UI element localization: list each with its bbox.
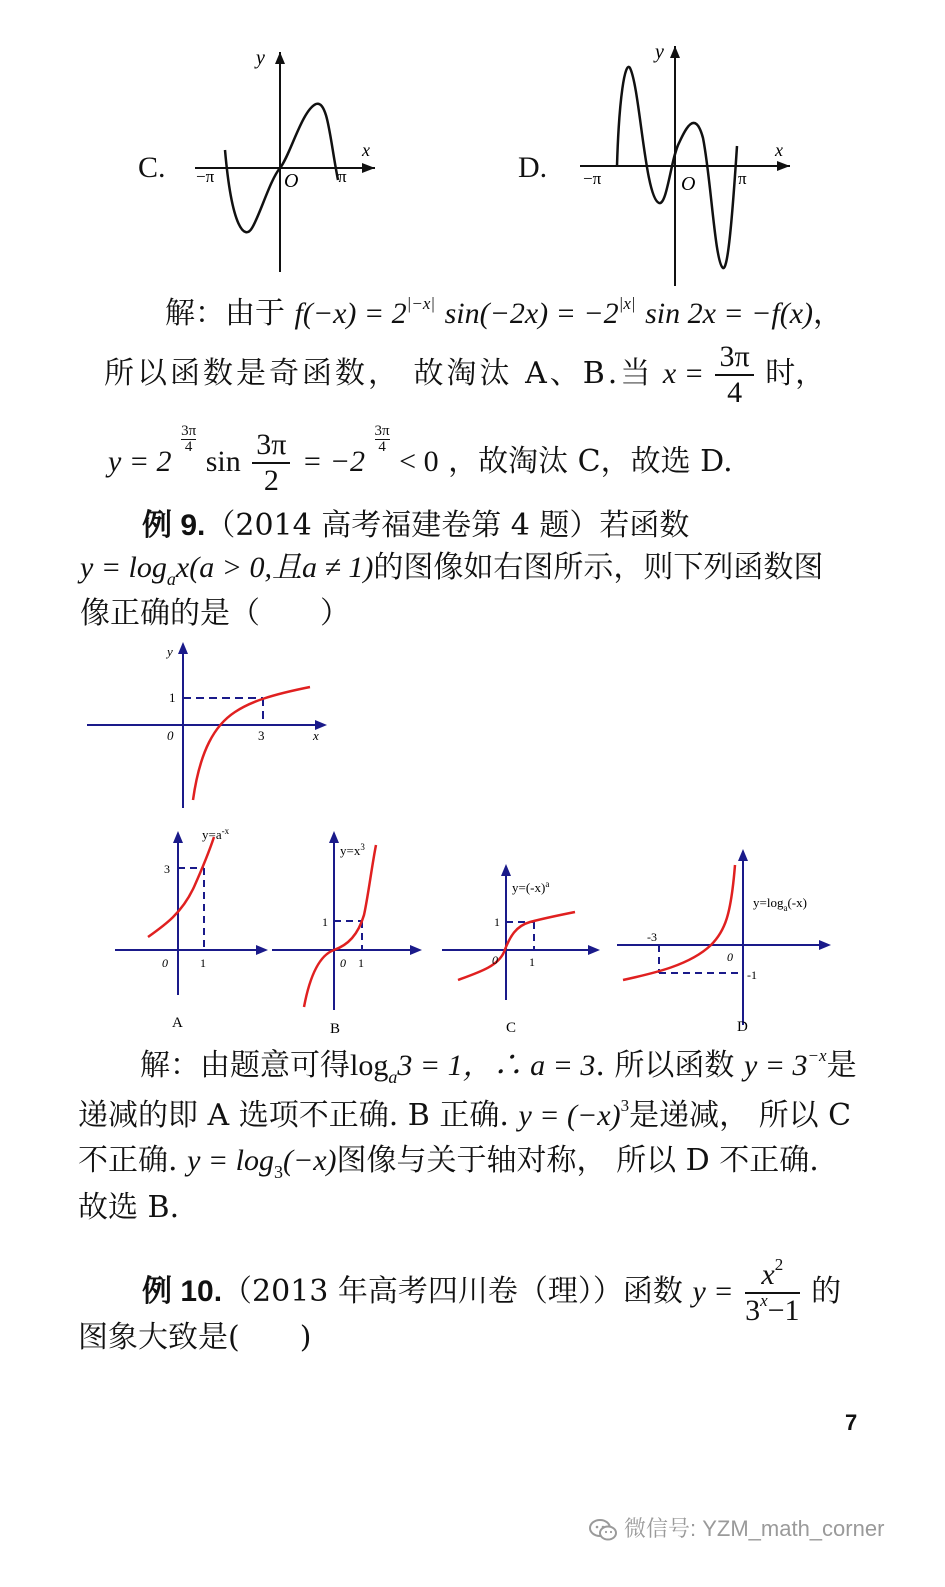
graph-d-curve	[617, 67, 737, 268]
graph-c-origin: O	[284, 170, 299, 192]
svg-text:-3: -3	[647, 930, 657, 944]
svg-text:x: x	[313, 728, 319, 743]
graph-c-pi: π	[338, 167, 347, 186]
svg-text:0: 0	[492, 953, 498, 967]
graph-option-c	[190, 40, 390, 280]
graph-c-neg-pi: −π	[196, 167, 215, 186]
svg-text:y=loga(-x): $y=\log_a(-x)$	[753, 895, 807, 913]
svg-text:1: 1	[169, 690, 176, 705]
exponent-fraction-1: $\frac{3\pi}{4}$	[181, 423, 197, 455]
graph-option-c-2	[440, 860, 605, 1040]
graph-d-y-label: y	[655, 41, 664, 63]
svg-text:0: 0	[162, 956, 168, 970]
graph-d-neg-pi: −π	[583, 169, 602, 188]
fraction-3pi-4: $\frac{3\pi}{4}$	[715, 340, 753, 410]
solution9-line1: 解：由题意可得$\log_a3 = 1$，∴ a = 3. 所以函数 $y = 3^{-x}$是	[140, 1046, 857, 1087]
solution9-line2: 递减的即 A 选项不正确. B 正确. $y = (-x)^3$是递减， 所以 C	[78, 1096, 852, 1133]
footer-text: 微信号: YZM_math_corner	[624, 1516, 885, 1541]
svg-text:y=(-x)a: $y=(-x)^a$	[512, 879, 550, 895]
svg-text:1: 1	[200, 956, 206, 970]
graph-d-x-label: x	[775, 140, 783, 160]
svg-text:0: 0	[340, 956, 346, 970]
solution8-line3: y = 2 $\frac{3\pi}{4}$ sin $\frac{3\pi}{2}$ = −2 $\frac{3\pi}{4}$ < 0 ，故淘汰 C，故选 D.	[108, 423, 733, 497]
svg-text:y=x3: $y=x^3$	[340, 842, 365, 858]
fraction-x2-over-3x-1: $\frac{x^2}{3^x-1}$	[745, 1255, 800, 1327]
option-c-letter: C	[506, 1020, 517, 1036]
graph-d-pi: π	[738, 169, 747, 188]
solution8-line1: 解：由于 $f(-x) = 2^{|-x|}$ $\sin(-2x) = -2^{|x|}$ sin 2x = −f(x)，	[165, 294, 844, 331]
page-number: 7	[845, 1410, 858, 1435]
svg-text:3: 3	[164, 862, 170, 876]
svg-text:1: 1	[529, 955, 535, 969]
svg-text:1: 1	[358, 956, 364, 970]
option-c-label: C.	[138, 151, 166, 184]
option-b-letter: B	[330, 1021, 341, 1037]
graph-option-d	[575, 38, 800, 293]
example9-function-line: $y = \log_ax(a > 0$,且a ≠ 1)的图像如右图所示，则下列函数图	[80, 550, 824, 589]
solution8-line2: 所以函数是奇函数， 故淘汰 A、B.当 x = $\frac{3\pi}{4}$ 时，	[104, 340, 826, 409]
svg-text:0: 0	[167, 728, 174, 743]
example9-heading: 例 9.（2014 高考福建卷第 4 题）若函数	[142, 508, 690, 543]
option-a-letter: A	[172, 1015, 183, 1031]
solution9-line4: 故选 B.	[78, 1190, 180, 1225]
fraction-3pi-2: $\frac{3\pi}{2}$	[252, 428, 290, 498]
graph-c-y-label: y	[256, 47, 265, 69]
graph-d-origin: O	[681, 173, 696, 195]
footer-watermark	[588, 1512, 884, 1543]
svg-text:y: y	[167, 644, 173, 659]
graph-option-a	[110, 825, 270, 1040]
wechat-icon	[588, 1518, 618, 1542]
example10-line2: 图象大致是( )	[78, 1320, 312, 1355]
graph-log-main	[85, 640, 335, 810]
option-d-label: D.	[518, 151, 548, 184]
svg-text:-1: -1	[747, 968, 757, 982]
svg-text:1: 1	[322, 915, 328, 929]
option-d-letter: D	[737, 1019, 748, 1035]
graph-c-x-label: x	[362, 140, 370, 160]
svg-text:3: 3	[258, 728, 265, 743]
example9-question-line: 像正确的是（ ）	[80, 596, 350, 631]
solution9-line3: 不正确. $y = \log_3(-x)$图像与关于轴对称， 所以 D 不正确.	[78, 1143, 819, 1182]
log-curve	[193, 687, 310, 800]
graph-option-b	[270, 825, 430, 1040]
graph-option-d-2	[615, 845, 845, 1040]
exponent-fraction-2: $\frac{3\pi}{4}$	[374, 423, 390, 455]
svg-text:y=a-x: $y=a^{-x}$	[202, 826, 230, 842]
svg-text:1: 1	[494, 915, 500, 929]
svg-text:0: 0	[727, 950, 733, 964]
example10-heading: 例 10.（2013 年高考四川卷（理））函数 y = $\frac{x^2}{3^x-1}$ 的	[142, 1255, 842, 1327]
